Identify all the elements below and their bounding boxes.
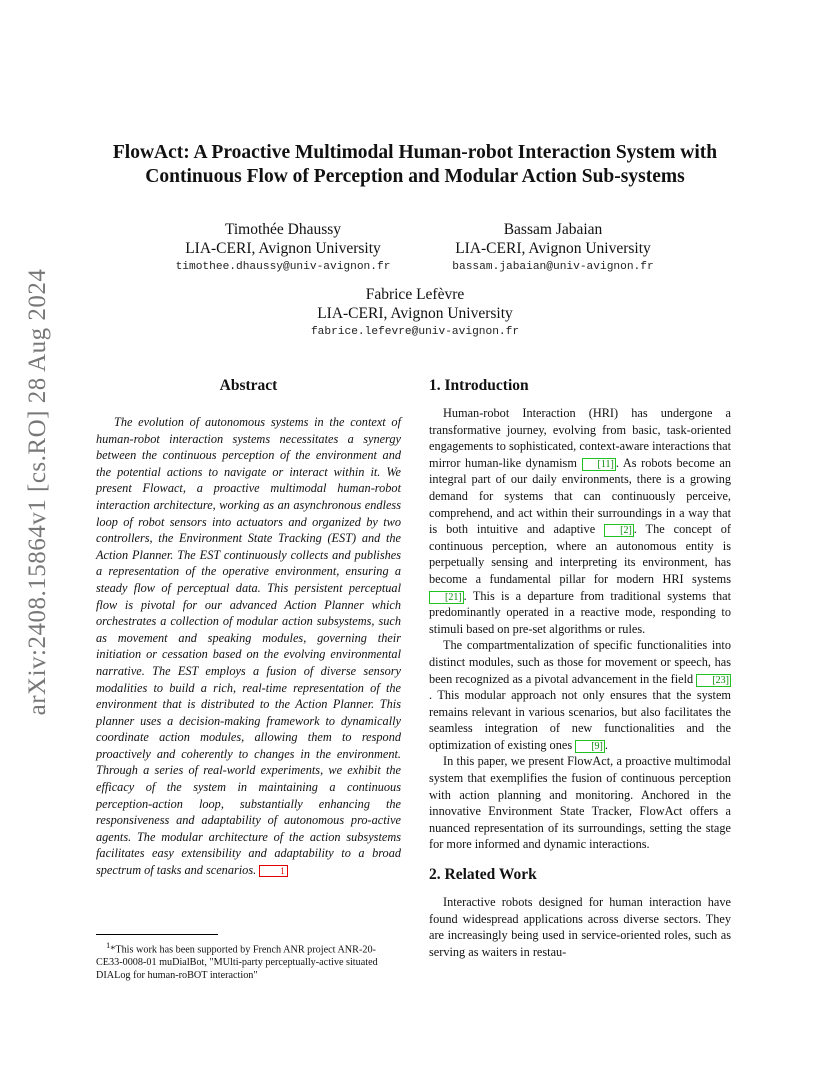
section-heading-related-work: 2. Related Work xyxy=(429,866,537,884)
right-column xyxy=(429,376,731,960)
author-email: fabrice.lefevre@univ-avignon.fr xyxy=(310,326,520,338)
abstract-body: The evolution of autonomous systems in the context of human-robot interaction systems necessitates a synergy between the continuous perception of the environment and the potential actions to navigate or interact within it. We present Flowact, a proactive multimodal human-robot interaction architecture, working as an asynchronous endless loop of robot sensors into actuators and organized by two controllers, the Environment State Tracking (EST) and the Action Planner. The EST continuously collects and publishes a representation of the operative environment, ensuring a steady flow of perceptual data. This persistent perceptual flow is pivotal for our advanced Action Planner which orchestrates a collection of modular action subsystems, such as movement and speaking modules, governing their initiation or cessation based on the evolving environmental narrative. The EST employs a fusion of diverse sensory modalities to build a rich, real-time representation of the environment that is distributed to the Action Planner. This planner uses a decision-making framework to dynamically coordinate action modules, allowing them to respond proactively and coherently to changes in the environment. Through a series of real-world experiments, we exhibit the efficacy of the system in maintaining a continuous perception-action loop, substantially enhancing the responsiveness and adaptability of autonomous pro-active agents. The modular architecture of the action subsystems facilitates easy extensibility and adaptability to a broad spectrum of tasks and scenarios. xyxy=(96,415,401,878)
text-run: Human-robot Interaction (HRI) has undergone a transformative journey, evolving from basic, task-oriented engagements to sophisticated, context-aware interactions that mirror human-like dynamism xyxy=(429,406,731,470)
text-run: . The concept of continuous perception, where an autonomous entity is perpetually sensing and interpreting its environment, has become a fundamental pillar for modern HRI systems xyxy=(429,522,732,586)
related-paragraph-1: Interactive robots designed for human interaction have found widespread applications across diverse sectors. They are increasingly being used in service-oriented roles, such as serving as waiters in restau- xyxy=(429,895,731,959)
text-run: . This modular approach not only ensures that the system remains relevant in various scenarios, but also facilitates the seamless integration of new functionalities and the optimization of existing ones xyxy=(429,688,731,752)
abstract-text xyxy=(96,414,401,879)
arxiv-identifier: arXiv:2408.15864v1 [cs.RO] 28 Aug 2024 xyxy=(24,268,51,716)
footnote xyxy=(96,934,401,982)
footnote-link[interactable]: 1 xyxy=(259,865,288,877)
citation-link[interactable]: [11] xyxy=(582,458,616,471)
author-name: Bassam Jabaian xyxy=(503,221,603,238)
author-affiliation: LIA-CERI, Avignon University xyxy=(317,305,513,322)
author-block-1 xyxy=(148,220,418,276)
citation-link[interactable]: [21] xyxy=(429,591,464,604)
footnote-number: 1 xyxy=(106,940,111,950)
paper-title xyxy=(90,141,740,189)
left-column xyxy=(96,376,401,879)
author-name: Fabrice Lefèvre xyxy=(365,286,465,303)
citation-link[interactable]: [2] xyxy=(604,524,634,537)
title-line-1: FlowAct: A Proactive Multimodal Human-robot Interaction System with xyxy=(112,142,718,163)
text-run: . xyxy=(604,737,608,752)
author-email: timothee.dhaussy@univ-avignon.fr xyxy=(175,261,391,273)
intro-paragraph-1 xyxy=(429,405,731,637)
abstract-heading: Abstract xyxy=(219,377,278,394)
intro-paragraph-2 xyxy=(429,637,731,753)
text-run: . As robots become an integral part of our daily environments, there is a growing demand for systems that can continuously perceive, comprehend, and act within their surroundings in a way that is both intuitive and adaptive xyxy=(429,455,732,537)
section-heading-introduction: 1. Introduction xyxy=(429,377,529,394)
text-run: The compartmentalization of specific functionalities into distinct modules, such as those for movement or speech, has been recognized as a pivotal advancement in the field xyxy=(429,638,731,686)
arxiv-watermark xyxy=(18,268,58,716)
author-affiliation: LIA-CERI, Avignon University xyxy=(185,240,381,257)
title-line-2: Continuous Flow of Perception and Modular Action Sub-systems xyxy=(145,166,685,187)
author-affiliation: LIA-CERI, Avignon University xyxy=(455,240,651,257)
citation-link[interactable]: [9] xyxy=(575,740,605,753)
author-name: Timothée Dhaussy xyxy=(224,221,342,238)
author-email: bassam.jabaian@univ-avignon.fr xyxy=(452,261,654,273)
footnote-body: *This work has been supported by French ANR project ANR-20-CE33-0008-01 muDialBot, "MUlti-party perceptually-active situated DIALog for human-roBOT interaction" xyxy=(96,944,378,982)
author-block-2 xyxy=(418,220,688,276)
intro-paragraph-3: In this paper, we present FlowAct, a proactive multimodal system that exemplifies the fusion of continuous perception with action planning and monitoring. Anchored in the innovative Environment State Tracker, FlowAct offers a nuanced representation of its surroundings, setting the stage for more informed and dynamic interactions. xyxy=(429,754,731,852)
footnote-text xyxy=(96,939,401,982)
text-run: . This is a departure from traditional systems that predominantly operated in a reactive mode, responding to stimuli based on pre-set algorithms or rules. xyxy=(429,588,731,636)
citation-link[interactable]: [23] xyxy=(696,674,731,687)
footnote-rule xyxy=(96,934,218,935)
author-block-3 xyxy=(270,285,560,341)
